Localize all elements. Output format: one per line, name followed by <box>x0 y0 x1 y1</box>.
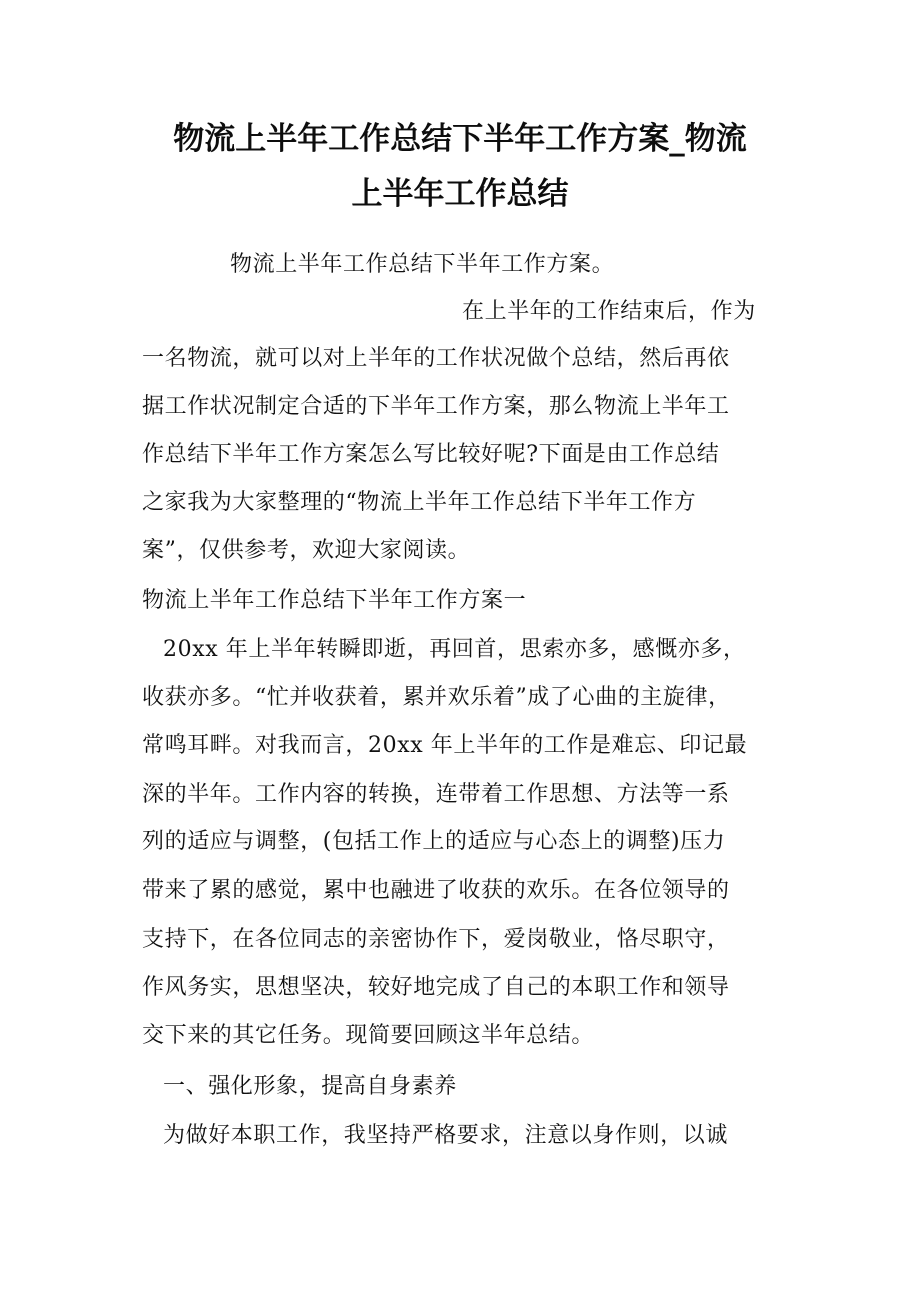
paragraph-line: 带来了累的感觉，累中也融进了收获的欢乐。在各位领导的 <box>142 878 730 903</box>
paragraph-line: 之家我为大家整理的“物流上半年工作总结下半年工作方 <box>142 490 697 515</box>
paragraph-line: 作总结下半年工作方案怎么写比较好呢?下面是由工作总结 <box>142 442 720 467</box>
paragraph-line: 收获亦多。“忙并收获着，累并欢乐着”成了心曲的主旋律， <box>142 685 731 710</box>
section-heading: 物流上半年工作总结下半年工作方案一 <box>142 588 527 613</box>
paragraph-line: 为做好本职工作，我坚持严格要求，注意以身作则，以诚 <box>163 1123 729 1148</box>
title-line-2: 上半年工作总结 <box>351 176 569 212</box>
paragraph-line: 作风务实，思想坚决，较好地完成了自己的本职工作和领导 <box>142 975 730 1000</box>
paragraph-line: 案”，仅供参考，欢迎大家阅读。 <box>142 538 471 563</box>
intro-line: 物流上半年工作总结下半年工作方案。 <box>230 252 615 277</box>
paragraph-line: 深的半年。工作内容的转换，连带着工作思想、方法等一系 <box>142 782 730 807</box>
paragraph-line: 交下来的其它任务。现简要回顾这半年总结。 <box>142 1023 595 1048</box>
document-title <box>120 112 800 222</box>
paragraph-line: 常鸣耳畔。对我而言，20xx 年上半年的工作是难忘、印记最 <box>142 733 748 758</box>
paragraph-line: 一名物流，就可以对上半年的工作状况做个总结，然后再依 <box>142 346 730 371</box>
title-line-1: 物流上半年工作总结下半年工作方案_物流 <box>173 121 747 157</box>
paragraph-line: 据工作状况制定合适的下半年工作方案，那么物流上半年工 <box>142 394 730 419</box>
paragraph-line: 在上半年的工作结束后，作为 <box>462 299 756 324</box>
paragraph-line: 20xx 年上半年转瞬即逝，再回首，思索亦多，感慨亦多， <box>163 637 746 662</box>
paragraph-line: 支持下，在各位同志的亲密协作下，爱岗敬业，恪尽职守， <box>142 927 730 952</box>
subsection-heading: 一、强化形象，提高自身素养 <box>163 1074 457 1099</box>
paragraph-line: 列的适应与调整，(包括工作上的适应与心态上的调整)压力 <box>142 829 726 854</box>
